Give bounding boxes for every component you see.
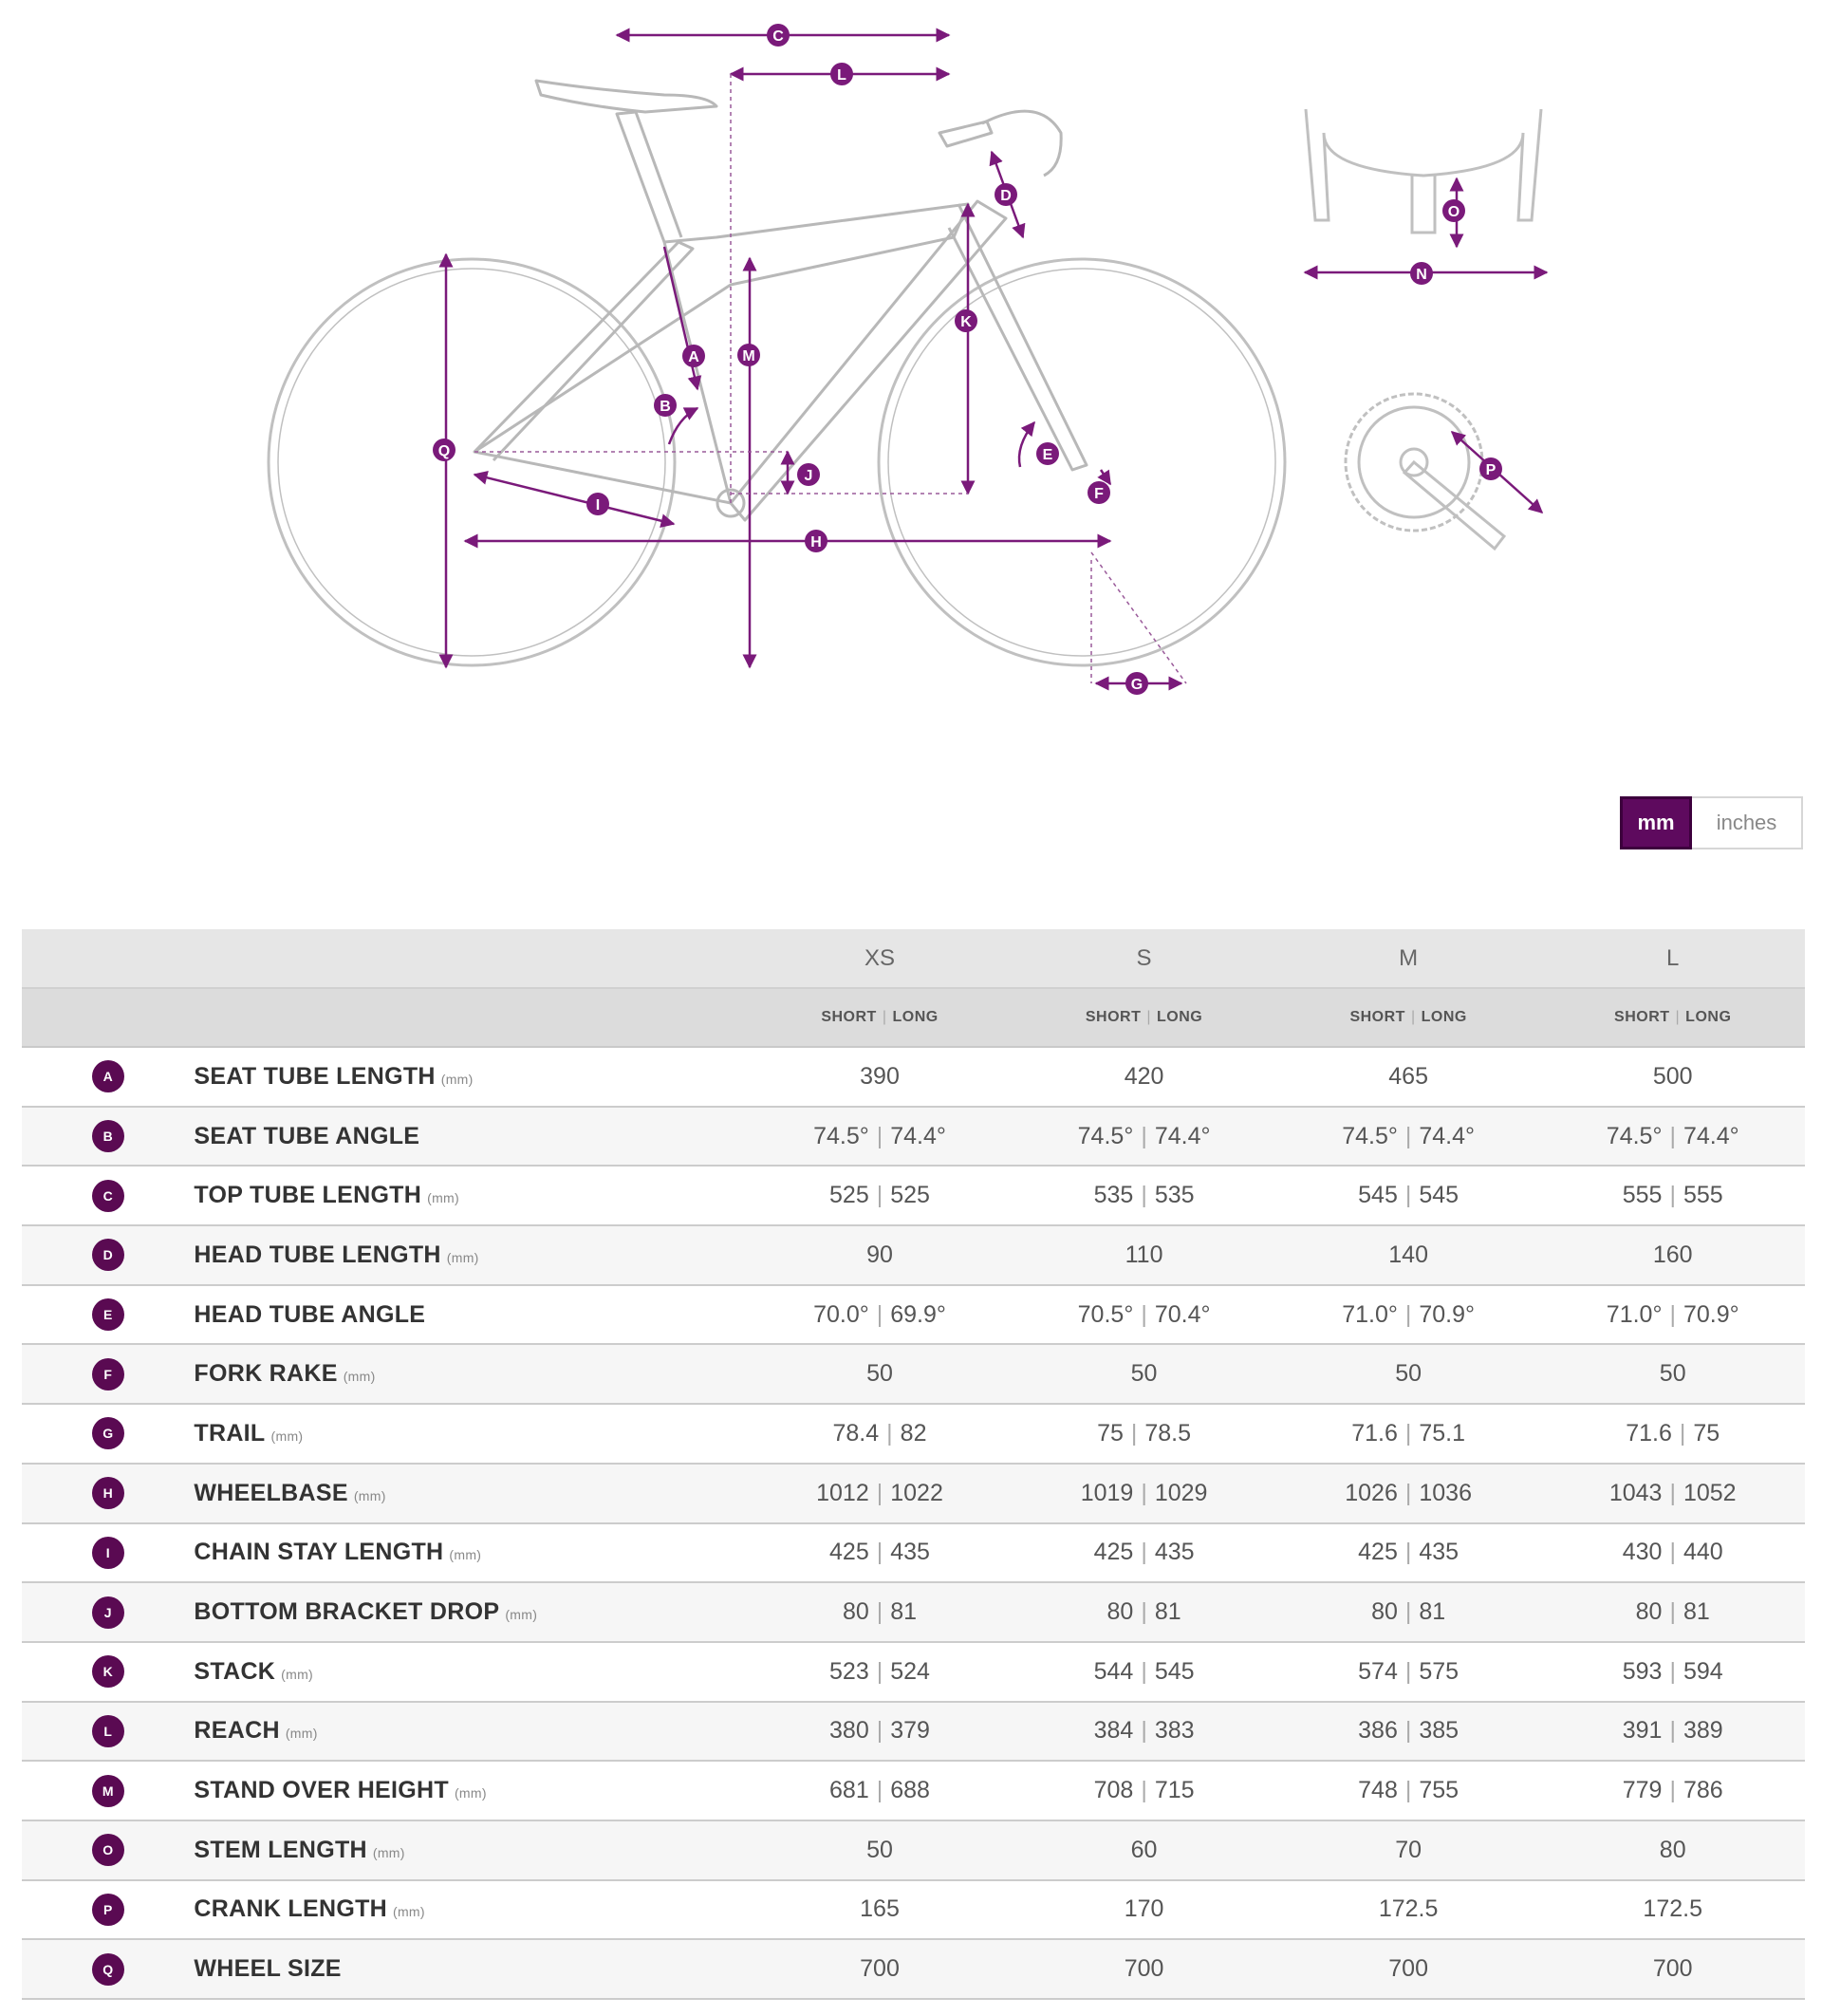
bike-geometry-diagram (0, 0, 1822, 721)
unit-toggle (1620, 796, 1803, 849)
measurement-value: 165 (860, 1895, 900, 1923)
measurement-value: 90 (866, 1241, 893, 1268)
table-row (22, 1523, 1805, 1583)
measurement-value: 172.5 (1643, 1895, 1702, 1923)
geometry-table (22, 929, 1805, 2000)
short-label: SHORT (1614, 1009, 1670, 1025)
unit-mm-button[interactable]: mm (1620, 796, 1692, 849)
measurement-value: 1012 | 1022 (816, 1479, 943, 1506)
measurement-value: 425 | 435 (1093, 1539, 1195, 1566)
measurement-value: 386 | 385 (1358, 1717, 1459, 1745)
long-label: LONG (1685, 1009, 1732, 1025)
measurement-value: 71.6 | 75.1 (1351, 1419, 1466, 1447)
measurement-name: BOTTOM BRACKET DROP (mm) (194, 1598, 538, 1626)
marker-o (1442, 199, 1465, 222)
measurement-value: 70 (1395, 1836, 1422, 1863)
measurement-value: 425 | 435 (1358, 1539, 1459, 1566)
short-long-header: SHORT | LONG (1085, 1009, 1203, 1025)
unit-inches-button[interactable]: inches (1716, 811, 1777, 834)
svg-text:D: D (1000, 188, 1012, 204)
measurement-value: 71.6 | 75 (1626, 1419, 1720, 1447)
measurement-value: 78.4 | 82 (832, 1419, 927, 1447)
svg-text:N: N (1416, 267, 1427, 283)
svg-text:J: J (804, 468, 813, 484)
size-header: XS (864, 944, 895, 971)
measurement-value: 71.0° | 70.9° (1606, 1300, 1739, 1328)
measurement-value: 574 | 575 (1358, 1657, 1459, 1685)
marker-h (805, 530, 827, 552)
measurement-value: 60 (1130, 1836, 1158, 1863)
measurement-name: FORK RAKE (mm) (194, 1360, 376, 1388)
measurement-value: 70.0° | 69.9° (813, 1300, 946, 1328)
row-letter-badge: A (92, 1060, 124, 1092)
measurement-name: TOP TUBE LENGTH (mm) (194, 1182, 459, 1209)
table-row (22, 1880, 1805, 1940)
measurement-value: 545 | 545 (1358, 1182, 1459, 1209)
svg-text:C: C (772, 28, 784, 45)
measurement-value: 535 | 535 (1093, 1182, 1195, 1209)
size-header: M (1399, 944, 1419, 971)
measurement-name: SEAT TUBE LENGTH (mm) (194, 1062, 474, 1090)
measurement-unit: (mm) (343, 1369, 376, 1385)
marker-b (654, 394, 677, 417)
measurement-value: 50 (866, 1360, 893, 1388)
measurement-unit: (mm) (449, 1547, 482, 1563)
svg-text:B: B (660, 399, 671, 415)
measurement-value: 74.5° | 74.4° (1606, 1122, 1739, 1149)
measurement-value: 593 | 594 (1622, 1657, 1723, 1685)
handlebar-view (1306, 109, 1541, 233)
measurement-value: 390 (860, 1062, 900, 1090)
measurement-name: HEAD TUBE LENGTH (mm) (194, 1241, 479, 1268)
row-letter-badge: K (92, 1655, 124, 1688)
size-header: L (1666, 944, 1680, 971)
table-row (22, 1344, 1805, 1404)
measurement-name: SEAT TUBE ANGLE (194, 1122, 420, 1149)
row-letter-badge: M (92, 1775, 124, 1807)
row-letter-badge: I (92, 1537, 124, 1569)
measurement-value: 160 (1652, 1241, 1693, 1268)
measurement-value: 74.5° | 74.4° (1342, 1122, 1476, 1149)
svg-text:I: I (595, 497, 601, 513)
measurement-unit: (mm) (393, 1904, 425, 1920)
measurement-name: WHEELBASE (mm) (194, 1479, 386, 1506)
row-letter-badge: F (92, 1358, 124, 1391)
size-header-row (22, 929, 1805, 988)
measurement-unit: (mm) (505, 1607, 538, 1623)
measurement-value: 700 (1652, 1955, 1693, 1983)
measurement-value: 74.5° | 74.4° (813, 1122, 946, 1149)
svg-text:O: O (1447, 204, 1460, 220)
measurement-value: 523 | 524 (829, 1657, 930, 1685)
row-letter-badge: B (92, 1120, 124, 1152)
long-label: LONG (892, 1009, 939, 1025)
row-letter-badge: O (92, 1834, 124, 1866)
measurement-value: 500 (1652, 1062, 1693, 1090)
marker-n (1410, 262, 1433, 285)
marker-d (995, 183, 1017, 206)
marker-a (682, 345, 705, 367)
long-label: LONG (1157, 1009, 1203, 1025)
row-letter-badge: E (92, 1298, 124, 1331)
measurement-value: 1019 | 1029 (1080, 1479, 1208, 1506)
row-letter-badge: Q (92, 1953, 124, 1986)
measurement-value: 74.5° | 74.4° (1077, 1122, 1211, 1149)
measurement-value: 50 (1659, 1360, 1686, 1388)
measurement-value: 700 (860, 1955, 900, 1983)
measurement-value: 700 (1124, 1955, 1164, 1983)
measurement-unit: (mm) (427, 1190, 459, 1206)
measurement-value: 1026 | 1036 (1345, 1479, 1472, 1506)
table-row (22, 1285, 1805, 1345)
svg-text:K: K (960, 314, 972, 330)
svg-text:Q: Q (437, 443, 451, 459)
table-row (22, 1702, 1805, 1762)
measurement-value: 465 (1388, 1062, 1428, 1090)
svg-text:M: M (742, 348, 755, 364)
measurement-name: TRAIL (mm) (194, 1419, 304, 1447)
measurement-value: 50 (1130, 1360, 1158, 1388)
svg-text:G: G (1130, 677, 1143, 693)
measurement-value: 75 | 78.5 (1097, 1419, 1192, 1447)
measurement-value: 172.5 (1378, 1895, 1439, 1923)
measurement-unit: (mm) (270, 1428, 304, 1444)
measurement-value: 80 (1659, 1836, 1686, 1863)
measurement-value: 525 | 525 (829, 1182, 930, 1209)
marker-f (1088, 481, 1110, 504)
table-row (22, 1464, 1805, 1523)
measurement-name: STACK (mm) (194, 1657, 314, 1685)
measurement-value: 380 | 379 (829, 1717, 930, 1745)
measurement-value: 71.0° | 70.9° (1342, 1300, 1476, 1328)
table-row (22, 1107, 1805, 1167)
measurement-value: 384 | 383 (1093, 1717, 1195, 1745)
measurement-name: REACH (mm) (194, 1717, 318, 1745)
short-long-header: SHORT | LONG (1614, 1009, 1732, 1025)
short-label: SHORT (1349, 1009, 1405, 1025)
measurement-value: 391 | 389 (1622, 1717, 1723, 1745)
measurement-value: 80 | 81 (1371, 1598, 1446, 1626)
measurement-name: CRANK LENGTH (mm) (194, 1895, 425, 1923)
table-row (22, 1047, 1805, 1107)
marker-g (1125, 672, 1148, 695)
table-row (22, 1642, 1805, 1702)
table-row (22, 1225, 1805, 1285)
measurement-value: 555 | 555 (1622, 1182, 1723, 1209)
measurement-name: HEAD TUBE ANGLE (194, 1300, 426, 1328)
variant-header-row (22, 988, 1805, 1047)
measurement-value: 700 (1388, 1955, 1428, 1983)
measurement-value: 50 (1395, 1360, 1422, 1388)
measurement-unit: (mm) (353, 1487, 386, 1503)
measurement-value: 425 | 435 (829, 1539, 930, 1566)
measurement-value: 170 (1124, 1895, 1164, 1923)
svg-text:F: F (1094, 486, 1104, 502)
svg-text:E: E (1042, 447, 1053, 463)
measurement-name: STAND OVER HEIGHT (mm) (194, 1777, 487, 1804)
measurement-value: 80 | 81 (842, 1598, 918, 1626)
rear-wheel (269, 259, 675, 665)
svg-text:P: P (1485, 462, 1497, 478)
table-row (22, 1404, 1805, 1464)
table-row (22, 1166, 1805, 1225)
short-long-header: SHORT | LONG (821, 1009, 939, 1025)
svg-text:H: H (810, 534, 822, 551)
row-letter-badge: D (92, 1239, 124, 1271)
measurement-unit: (mm) (281, 1666, 314, 1682)
row-letter-badge: H (92, 1477, 124, 1509)
front-wheel (879, 259, 1285, 665)
measurement-value: 140 (1388, 1241, 1428, 1268)
measurement-value: 80 | 81 (1635, 1598, 1710, 1626)
measurement-value: 430 | 440 (1622, 1539, 1723, 1566)
marker-l (830, 63, 853, 85)
table-row (22, 1761, 1805, 1820)
bike-frame (474, 81, 1087, 520)
marker-k (955, 309, 977, 332)
measurement-value: 681 | 688 (829, 1777, 930, 1804)
row-letter-badge: J (92, 1596, 124, 1629)
dimension-lines (446, 35, 1547, 683)
measurement-name: WHEEL SIZE (194, 1955, 342, 1983)
measurement-value: 708 | 715 (1093, 1777, 1195, 1804)
measurement-name: STEM LENGTH (mm) (194, 1836, 405, 1863)
svg-text:L: L (837, 67, 846, 84)
measurement-value: 1043 | 1052 (1608, 1479, 1737, 1506)
table-row (22, 1820, 1805, 1880)
row-letter-badge: L (92, 1715, 124, 1747)
measurement-name: CHAIN STAY LENGTH (mm) (194, 1539, 482, 1566)
measurement-value: 50 (866, 1836, 893, 1863)
measurement-unit: (mm) (440, 1071, 474, 1087)
size-header: S (1136, 944, 1152, 971)
measurement-unit: (mm) (454, 1785, 487, 1801)
marker-e (1036, 442, 1059, 465)
short-label: SHORT (1085, 1009, 1142, 1025)
measurement-unit: (mm) (372, 1844, 405, 1860)
short-long-header: SHORT | LONG (1349, 1009, 1467, 1025)
measurement-value: 420 (1124, 1062, 1164, 1090)
row-letter-badge: G (92, 1417, 124, 1449)
measurement-unit: (mm) (446, 1249, 479, 1265)
measurement-value: 80 | 81 (1106, 1598, 1181, 1626)
table-row (22, 1582, 1805, 1642)
marker-c (767, 24, 790, 47)
svg-text:A: A (688, 349, 699, 365)
measurement-value: 544 | 545 (1093, 1657, 1195, 1685)
row-letter-badge: P (92, 1894, 124, 1926)
table-row (22, 1939, 1805, 1999)
marker-j (797, 463, 820, 486)
measurement-value: 748 | 755 (1358, 1777, 1459, 1804)
marker-q (433, 439, 456, 461)
marker-p (1479, 457, 1502, 480)
long-label: LONG (1421, 1009, 1467, 1025)
measurement-value: 70.5° | 70.4° (1077, 1300, 1211, 1328)
marker-m (737, 344, 760, 366)
measurement-value: 779 | 786 (1622, 1777, 1723, 1804)
measurement-unit: (mm) (285, 1726, 318, 1742)
measurement-value: 110 (1125, 1241, 1163, 1268)
short-label: SHORT (821, 1009, 877, 1025)
marker-i (586, 493, 609, 515)
row-letter-badge: C (92, 1180, 124, 1212)
